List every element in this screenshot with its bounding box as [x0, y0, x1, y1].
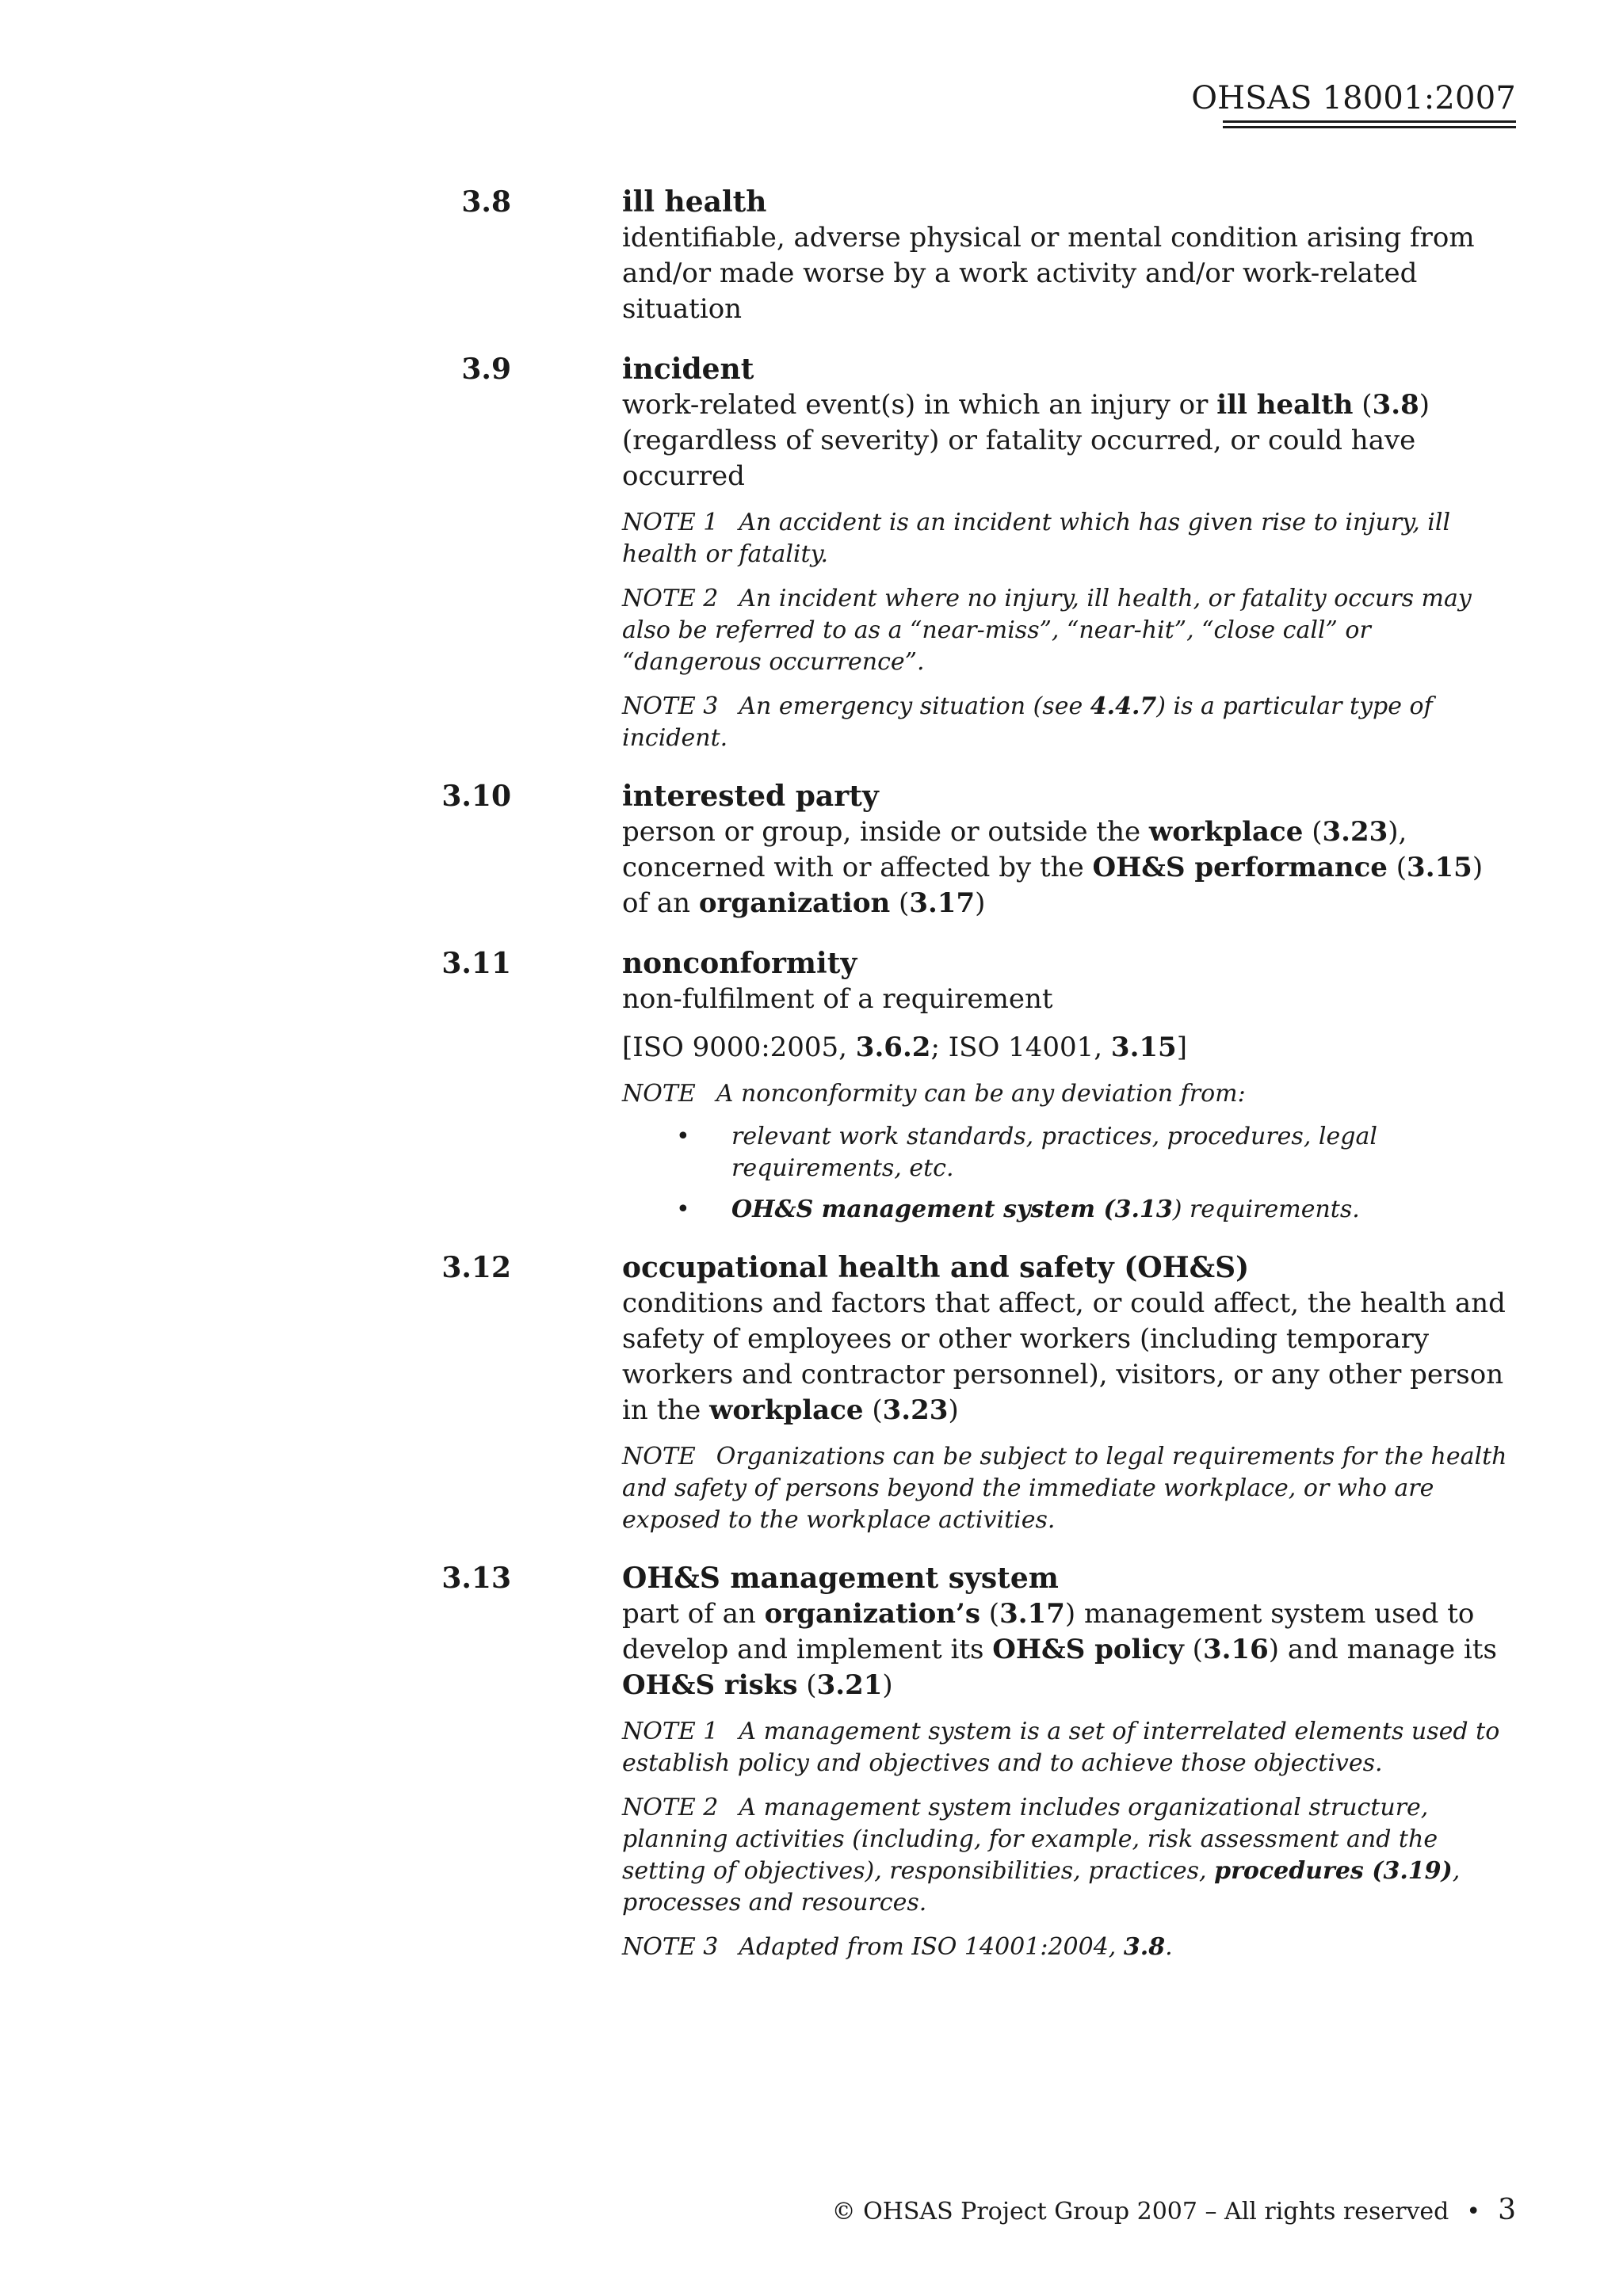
bullet-icon: • — [676, 1123, 690, 1150]
def-text: ) — [948, 1394, 959, 1426]
term-title: OH&S management system — [622, 1562, 1059, 1595]
term-number: 3.11 — [441, 947, 511, 980]
def-text: ) — [975, 887, 986, 919]
term-definition — [622, 814, 1514, 921]
def-text: ( — [980, 1598, 1000, 1630]
note-text: A nonconformity can be any deviation from: — [716, 1080, 1246, 1108]
term-3-13 — [441, 1560, 1514, 1963]
bullet-list — [622, 1121, 1514, 1226]
term-definition: non-fulfilment of a requirement — [622, 983, 1053, 1015]
def-text: conditions and factors that affect, or could affect, the health and safety of employees or other workers (including temporary workers and contractor personnel), visitors, or any other person in the — [622, 1287, 1506, 1426]
term-reference: procedures (3.19) — [1214, 1857, 1453, 1885]
def-text: ) and manage its — [1268, 1634, 1497, 1665]
clause-reference: 3.23 — [1322, 816, 1388, 848]
term-reference: organization’s — [764, 1598, 980, 1630]
note-label: NOTE — [622, 1443, 696, 1470]
term-number: 3.12 — [441, 1251, 511, 1284]
def-text: ( — [1303, 816, 1323, 848]
clause-reference: 3.17 — [999, 1598, 1065, 1630]
note — [622, 507, 1514, 570]
page-number: 3 — [1498, 2194, 1516, 2226]
note — [622, 1441, 1514, 1536]
term-definition: identifiable, adverse physical or mental condition arising from and/or made worse by a work activity and/or work-related situation — [622, 222, 1475, 325]
def-text: person or group, inside or outside the — [622, 816, 1149, 848]
term-number: 3.10 — [441, 780, 511, 813]
list-item — [622, 1194, 1514, 1226]
list-item — [622, 1121, 1514, 1184]
def-text: ) management system used to develop and implement its — [622, 1598, 1475, 1665]
note — [622, 1932, 1514, 1963]
term-title: incident — [622, 353, 754, 386]
note-text: An incident where no injury, ill health, or fatality occurs may also be referred to as a “near-miss”, “near-hit”, “close call” or “dangerous occurrence”. — [622, 585, 1472, 676]
term-reference: organization — [698, 887, 891, 919]
clause-reference: 3.16 — [1202, 1634, 1269, 1665]
term-reference: OH&S policy — [992, 1634, 1184, 1665]
term-title: occupational health and safety (OH&S) — [622, 1251, 1250, 1284]
def-text: work-related event(s) in which an injury or — [622, 389, 1217, 421]
footer-separator: • — [1466, 2198, 1481, 2225]
term-definition — [622, 1286, 1514, 1428]
copyright-text: © OHSAS Project Group 2007 – All rights reserved — [831, 2198, 1449, 2225]
term-reference: OH&S performance — [1092, 852, 1388, 883]
note-text: An emergency situation (see — [739, 692, 1090, 720]
def-text: ( — [1387, 852, 1407, 883]
term-3-10 — [441, 778, 1514, 921]
note-label: NOTE 1 — [622, 509, 719, 536]
header-double-rule — [1223, 120, 1516, 128]
note-text: Organizations can be subject to legal requirements for the health and safety of persons beyond the immediate workplace, or who are exposed to the workplace activities. — [622, 1443, 1507, 1534]
ref-text: ; ISO 14001, — [930, 1032, 1111, 1063]
clause-reference: 4.4.7 — [1090, 692, 1157, 720]
clause-reference: 3.15 — [1407, 852, 1472, 883]
term-number: 3.9 — [461, 353, 511, 386]
note-text: . — [1165, 1933, 1173, 1961]
def-text: ( — [797, 1669, 817, 1701]
term-definition — [622, 387, 1514, 494]
def-text: ) (regardless of severity) or fatality occurred, or could have occurred — [622, 389, 1430, 492]
note — [622, 1078, 1514, 1110]
note-label: NOTE — [622, 1080, 696, 1108]
term-3-9 — [461, 351, 1514, 754]
def-text: part of an — [622, 1598, 765, 1630]
term-title: ill health — [622, 185, 767, 219]
def-text: ) of an — [622, 852, 1484, 919]
term-3-12 — [441, 1249, 1514, 1536]
note-label: NOTE 1 — [622, 1718, 719, 1745]
note-text: A management system is a set of interrelated elements used to establish policy and objectives and to achieve those objectives. — [622, 1718, 1500, 1777]
document-title: OHSAS 18001:2007 — [1191, 80, 1516, 116]
note-label: NOTE 3 — [622, 692, 719, 720]
term-title: nonconformity — [622, 947, 857, 980]
note — [622, 1716, 1514, 1779]
term-reference: ill health — [1216, 389, 1354, 421]
note-text: An accident is an incident which has given rise to injury, ill health or fatality. — [622, 509, 1451, 568]
note-label: NOTE 2 — [622, 585, 719, 612]
ref-text: [ISO 9000:2005, — [622, 1032, 856, 1063]
term-reference: OH&S management system (3.13 — [731, 1196, 1173, 1223]
clause-reference: 3.21 — [816, 1669, 883, 1701]
term-reference: workplace — [1148, 816, 1304, 848]
def-text: ( — [863, 1394, 883, 1426]
list-item-text: ) requirements. — [1172, 1196, 1360, 1223]
term-3-8 — [461, 184, 1514, 327]
definitions-content — [441, 184, 1514, 1987]
term-reference: OH&S risks — [622, 1669, 798, 1701]
term-definition — [622, 1596, 1514, 1703]
def-text: ( — [1183, 1634, 1203, 1665]
note-text: , processes and resources. — [622, 1857, 1461, 1917]
term-number: 3.13 — [441, 1562, 511, 1595]
term-3-11 — [441, 945, 1514, 1226]
note-text: A management system includes organizational structure, planning activities (including, for example, risk assessment and the setting of objectives), responsibilities, practices, — [622, 1794, 1438, 1885]
source-reference — [622, 1030, 1514, 1066]
page-footer — [832, 2193, 1516, 2229]
term-title: interested party — [622, 780, 879, 813]
list-item-text: relevant work standards, practices, procedures, legal requirements, etc. — [731, 1123, 1377, 1182]
def-text: ( — [1353, 389, 1373, 421]
def-text: ) — [882, 1669, 893, 1701]
clause-reference: 3.8 — [1123, 1933, 1166, 1961]
clause-reference: 3.6.2 — [855, 1032, 931, 1063]
ref-text: ] — [1176, 1032, 1187, 1063]
term-reference: workplace — [709, 1394, 864, 1426]
note-label: NOTE 2 — [622, 1794, 719, 1821]
note-text: Adapted from ISO 14001:2004, — [739, 1933, 1124, 1961]
def-text: ( — [890, 887, 910, 919]
note — [622, 1792, 1514, 1919]
clause-reference: 3.15 — [1110, 1032, 1177, 1063]
note — [622, 691, 1514, 754]
clause-reference: 3.8 — [1372, 389, 1419, 421]
clause-reference: 3.23 — [882, 1394, 949, 1426]
note-label: NOTE 3 — [622, 1933, 719, 1961]
page-header — [1191, 78, 1516, 132]
note — [622, 583, 1514, 678]
clause-reference: 3.17 — [909, 887, 976, 919]
def-text: ), concerned with or affected by the — [622, 816, 1407, 883]
bullet-icon: • — [676, 1196, 690, 1223]
note-text: ) is a particular type of incident. — [622, 692, 1433, 752]
term-number: 3.8 — [461, 185, 511, 219]
